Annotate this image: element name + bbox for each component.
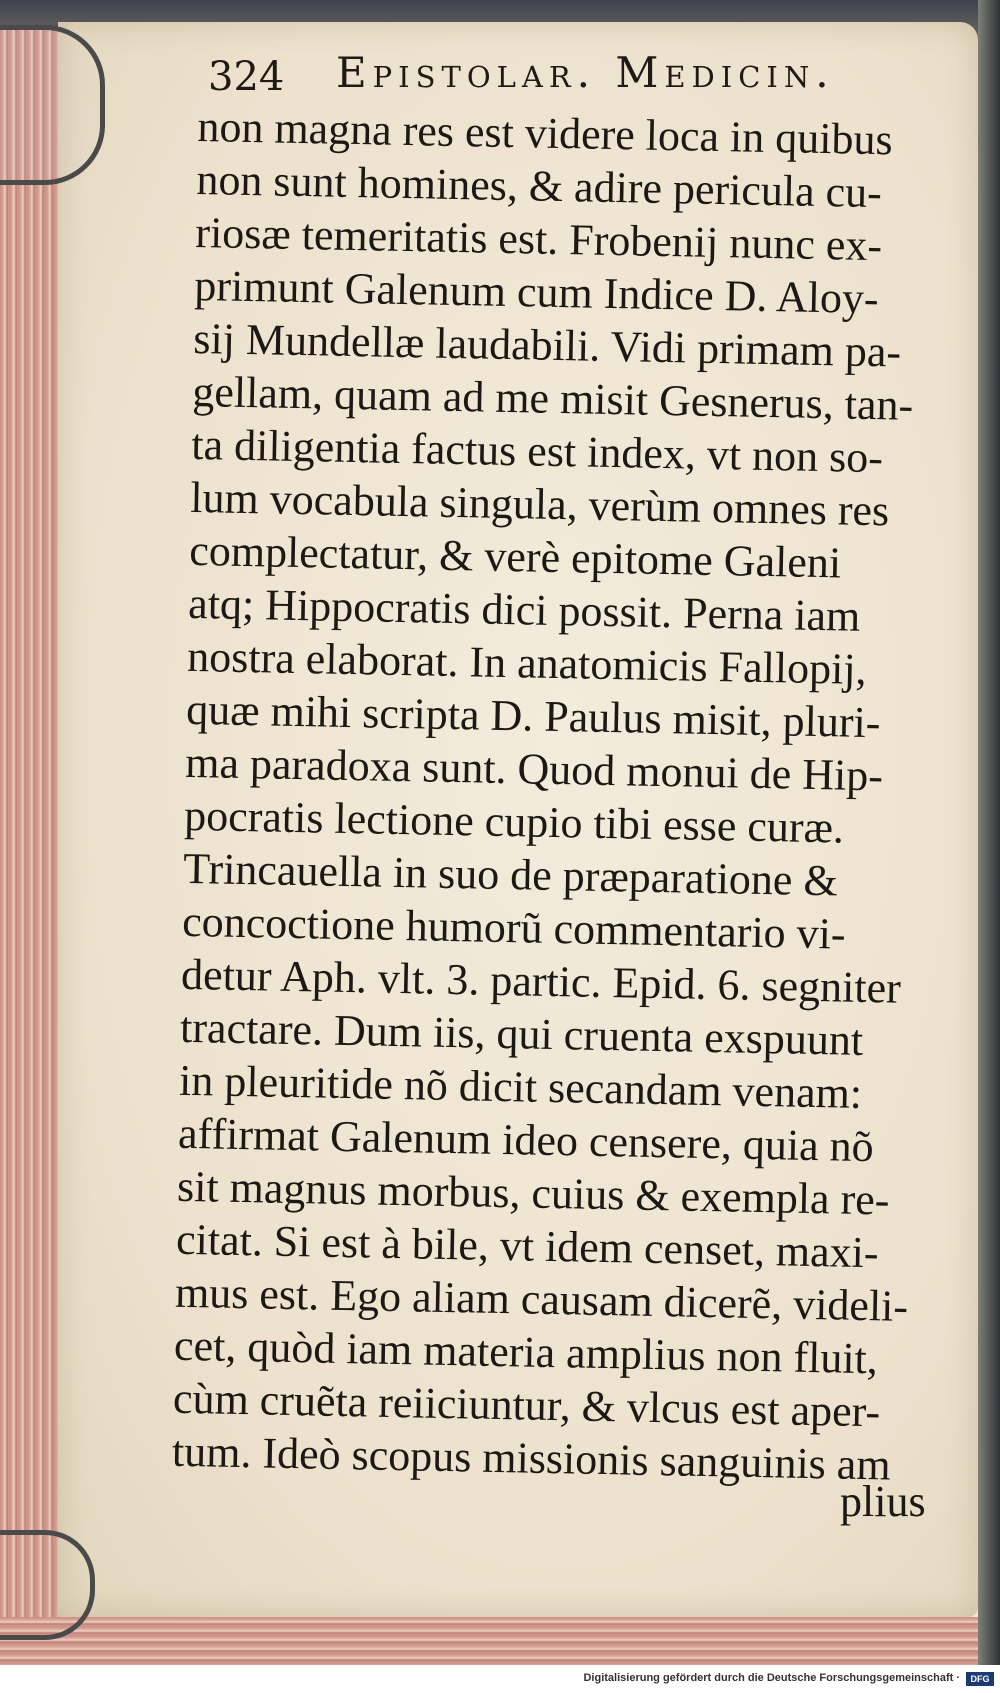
text-line: cet, quòd iam materia amplius non fluit, [173,1320,879,1384]
text-line: sij Mundellæ laudabili. Vidi primam pa- [192,313,902,377]
text-line: non magna res est videre loca in quibus [197,101,894,165]
page-header [208,40,908,100]
text-line: ta diligentia factus est index, vt non so- [190,419,884,483]
text-line: nostra elaborat. In anatomicis Fallopij, [186,631,868,694]
text-line: citat. Si est à bile, vt idem censet, maxi- [175,1214,880,1278]
text-line: detur Aph. vlt. 3. partic. Epid. 6. segniter [180,949,902,1013]
text-line: gellam, quam ad me misit Gesnerus, tan- [191,366,914,430]
page-number: 324 [208,54,285,100]
digitization-footer [0,1665,1000,1693]
text-line: in pleuritide nõ dicit secandam venam: [178,1055,863,1118]
text-line: pocratis lectione cupio tibi esse curæ. [183,790,845,853]
book-clip-top [0,25,105,185]
text-line: atq; Hippocratis dici possit. Perna iam [187,578,861,641]
text-line: lum vocabula singula, verùm omnes res [189,472,890,536]
dfg-logo-icon: DFG [966,1672,994,1686]
text-line: primunt Galenum cum Indice D. Aloy- [193,260,880,324]
catchword: plius [840,1477,926,1526]
text-line: cùm cruẽta reiiciuntur, & vlcus est aper- [172,1373,881,1437]
text-line: tractare. Dum iis, qui cruenta exspuunt [179,1002,864,1065]
text-line: mus est. Ego aliam causam dicerẽ, videli- [174,1267,909,1331]
funding-credit: Digitalisierung gefördert durch die Deutsche Forschungsgemeinschaft · [583,1672,960,1684]
text-line: Trincauella in suo de præparatione & [182,843,839,906]
text-line: complectatur, & verè epitome Galeni [188,525,842,588]
body-text [171,100,914,1491]
book-clip-bottom [0,1530,95,1640]
text-line: sit magnus morbus, cuius & exempla re- [176,1161,890,1225]
page-edges-bottom [0,1617,1000,1665]
page-edges-left [0,30,64,1650]
text-line: non sunt homines, & adire pericula cu- [196,154,883,218]
text-line: affirmat Galenum ideo censere, quia nõ [177,1108,875,1172]
text-line: tum. Ideò scopus missionis sanguinis am [171,1426,892,1490]
text-line: riosæ temeritatis est. Frobenij nunc ex- [194,207,883,271]
running-head: Epistolar. Medicin. [336,48,835,97]
text-line: quæ mihi scripta D. Paulus misit, pluri- [185,684,881,748]
scan-background-right [978,0,1000,1665]
text-line: concoctione humorũ commentario vi- [181,896,847,959]
text-line: ma paradoxa sunt. Quod monui de Hip- [184,737,884,801]
